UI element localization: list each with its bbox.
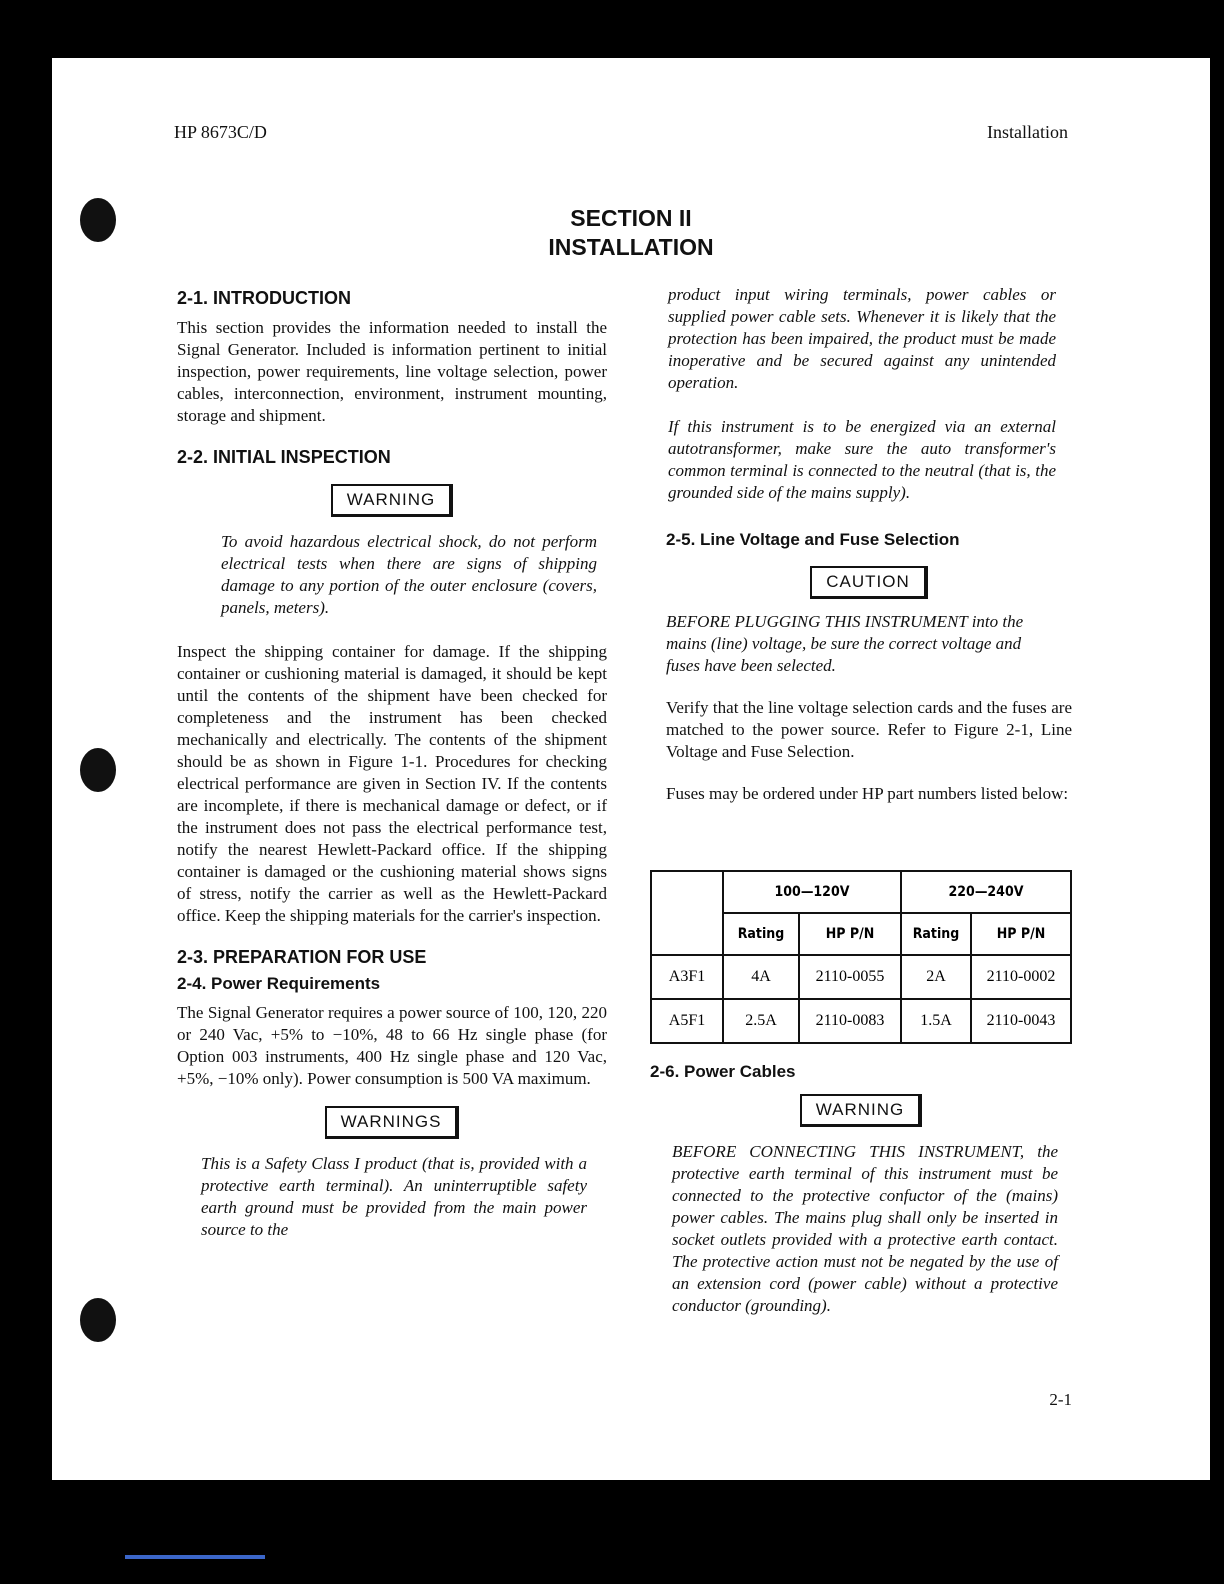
warning-badge: WARNING [331,484,454,517]
col-rating: Rating [723,913,799,955]
table-corner-cell [651,871,723,955]
heading-2-6: 2-6. Power Cables [650,1062,796,1081]
caution-rest: into the mains (line) voltage, be sure the correct voltage and fuses have been selected. [666,612,1024,675]
autotransformer-warning-text: If this instrument is to be energized via an external autotransformer, make sure the auto transformer's common terminal is connected to the neutral (that is, the grounded side of the mains supply). [668,417,1056,502]
intro-paragraph: This section provides the information needed to install the Signal Generator. Included is information pertinent to initial inspection, power requirements, line voltage selection, power cables, interconnection, environment, instrument mounting, storage and shipment. [177,318,607,425]
section-title-line1: SECTION II [570,205,692,231]
left-column [177,288,607,1241]
power-requirements-paragraph: The Signal Generator requires a power source of 100, 120, 220 or 240 Vac, +5% to −10%, 48 to 66 Hz single phase (for Option 003 instruments, 400 Hz single phase and 120 Vac, +5%, −10% only). Power consumption is 500 VA maximum. [177,1003,607,1088]
rating-100-120v: 2.5A [723,999,799,1043]
heading-2-1: 2-1. INTRODUCTION [177,288,352,308]
col-rating: Rating [901,913,971,955]
inspection-paragraph: Inspect the shipping container for damage. If the shipping container or cushioning material is damaged, it should be kept until the contents of the shipment have been checked for completeness and the instrument has been checked mechanically and electrically. The contents of the shipment should be as shown in Figure 1-1. Procedures for checking electrical performance are given in Section IV. If the contents are incomplete, if there is mechanical damage or defect, or if the instrument does not pass the electrical performance test, notify the nearest Hewlett-Packard office. If the shipping container is damaged or the cushioning material shows signs of stress, notify the carrier as well as the Hewlett-Packard office. Keep the shipping materials for the carrier's inspection. [177,642,607,925]
rating-220-240v: 2A [901,955,971,999]
document-page [52,58,1210,1480]
warnings-badge: WARNINGS [325,1106,460,1139]
power-cables-block [650,1062,1072,1317]
pn-100-120v: 2110-0083 [799,999,901,1043]
caution-lead: BEFORE PLUGGING THIS INSTRUMENT [666,612,968,631]
col-hp-pn: HP P/N [971,913,1071,955]
caution-text [666,611,1052,677]
row-ref: A3F1 [651,955,723,999]
safety-class-warning-continued: product input wiring terminals, power cables or supplied power cable sets. Whenever it is likely that the protection has been impaired, the product must be made inoperative and be secured against any unintended operation. [668,285,1056,392]
safety-class-warning-text: This is a Safety Class I product (that is, provided with a protective earth terminal). An uninterruptible safety earth ground must be provided from the main power source to the [201,1154,587,1239]
row-ref: A5F1 [651,999,723,1043]
fuse-order-paragraph: Fuses may be ordered under HP part numbers listed below: [666,784,1069,803]
heading-2-3: 2-3. PREPARATION FOR USE [177,947,427,967]
page-number: 2-1 [1049,1390,1072,1409]
power-cables-warning-text: BEFORE CONNECTING THIS INSTRUMENT, the protective earth terminal of this instrument must be connected to the protective confuctor of the (mains) power cables. The mains plug shall only be inserted in socket outlets provided with a protective earth contact. The protective action must not be negated by the use of an extension cord (power cable) without a protective conductor (grounding). [672,1142,1058,1315]
section-title-line2: INSTALLATION [548,234,714,260]
right-column [666,284,1072,805]
scan-edge-mark [125,1555,265,1559]
header-section-name: Installation [987,122,1068,142]
heading-2-5: 2-5. Line Voltage and Fuse Selection [666,530,960,549]
table-row [651,999,1071,1043]
caution-badge: CAUTION [810,566,928,599]
heading-2-2: 2-2. INITIAL INSPECTION [177,447,391,467]
table-group-220-240v: 220—240V [901,871,1071,913]
warning-badge: WARNING [800,1094,923,1127]
fuse-verify-paragraph: Verify that the line voltage selection cards and the fuses are matched to the power source. Refer to Figure 2-1, Line Voltage and Fuse Selection. [666,698,1072,761]
heading-2-4: 2-4. Power Requirements [177,974,381,993]
table-group-100-120v: 100—120V [723,871,901,913]
pn-220-240v: 2110-0043 [971,999,1071,1043]
table-row [651,955,1071,999]
col-hp-pn: HP P/N [799,913,901,955]
rating-220-240v: 1.5A [901,999,971,1043]
rating-100-120v: 4A [723,955,799,999]
section-title [52,204,1210,262]
fuse-table [650,870,1072,1044]
binder-hole [80,1298,116,1342]
inspection-warning-text: To avoid hazardous electrical shock, do not perform electrical tests when there are signs of shipping damage to any portion of the outer enclosure (covers, panels, meters). [221,532,597,617]
header-model: HP 8673C/D [174,122,267,142]
pn-100-120v: 2110-0055 [799,955,901,999]
table-header-row [651,871,1071,913]
binder-hole [80,748,116,792]
pn-220-240v: 2110-0002 [971,955,1071,999]
